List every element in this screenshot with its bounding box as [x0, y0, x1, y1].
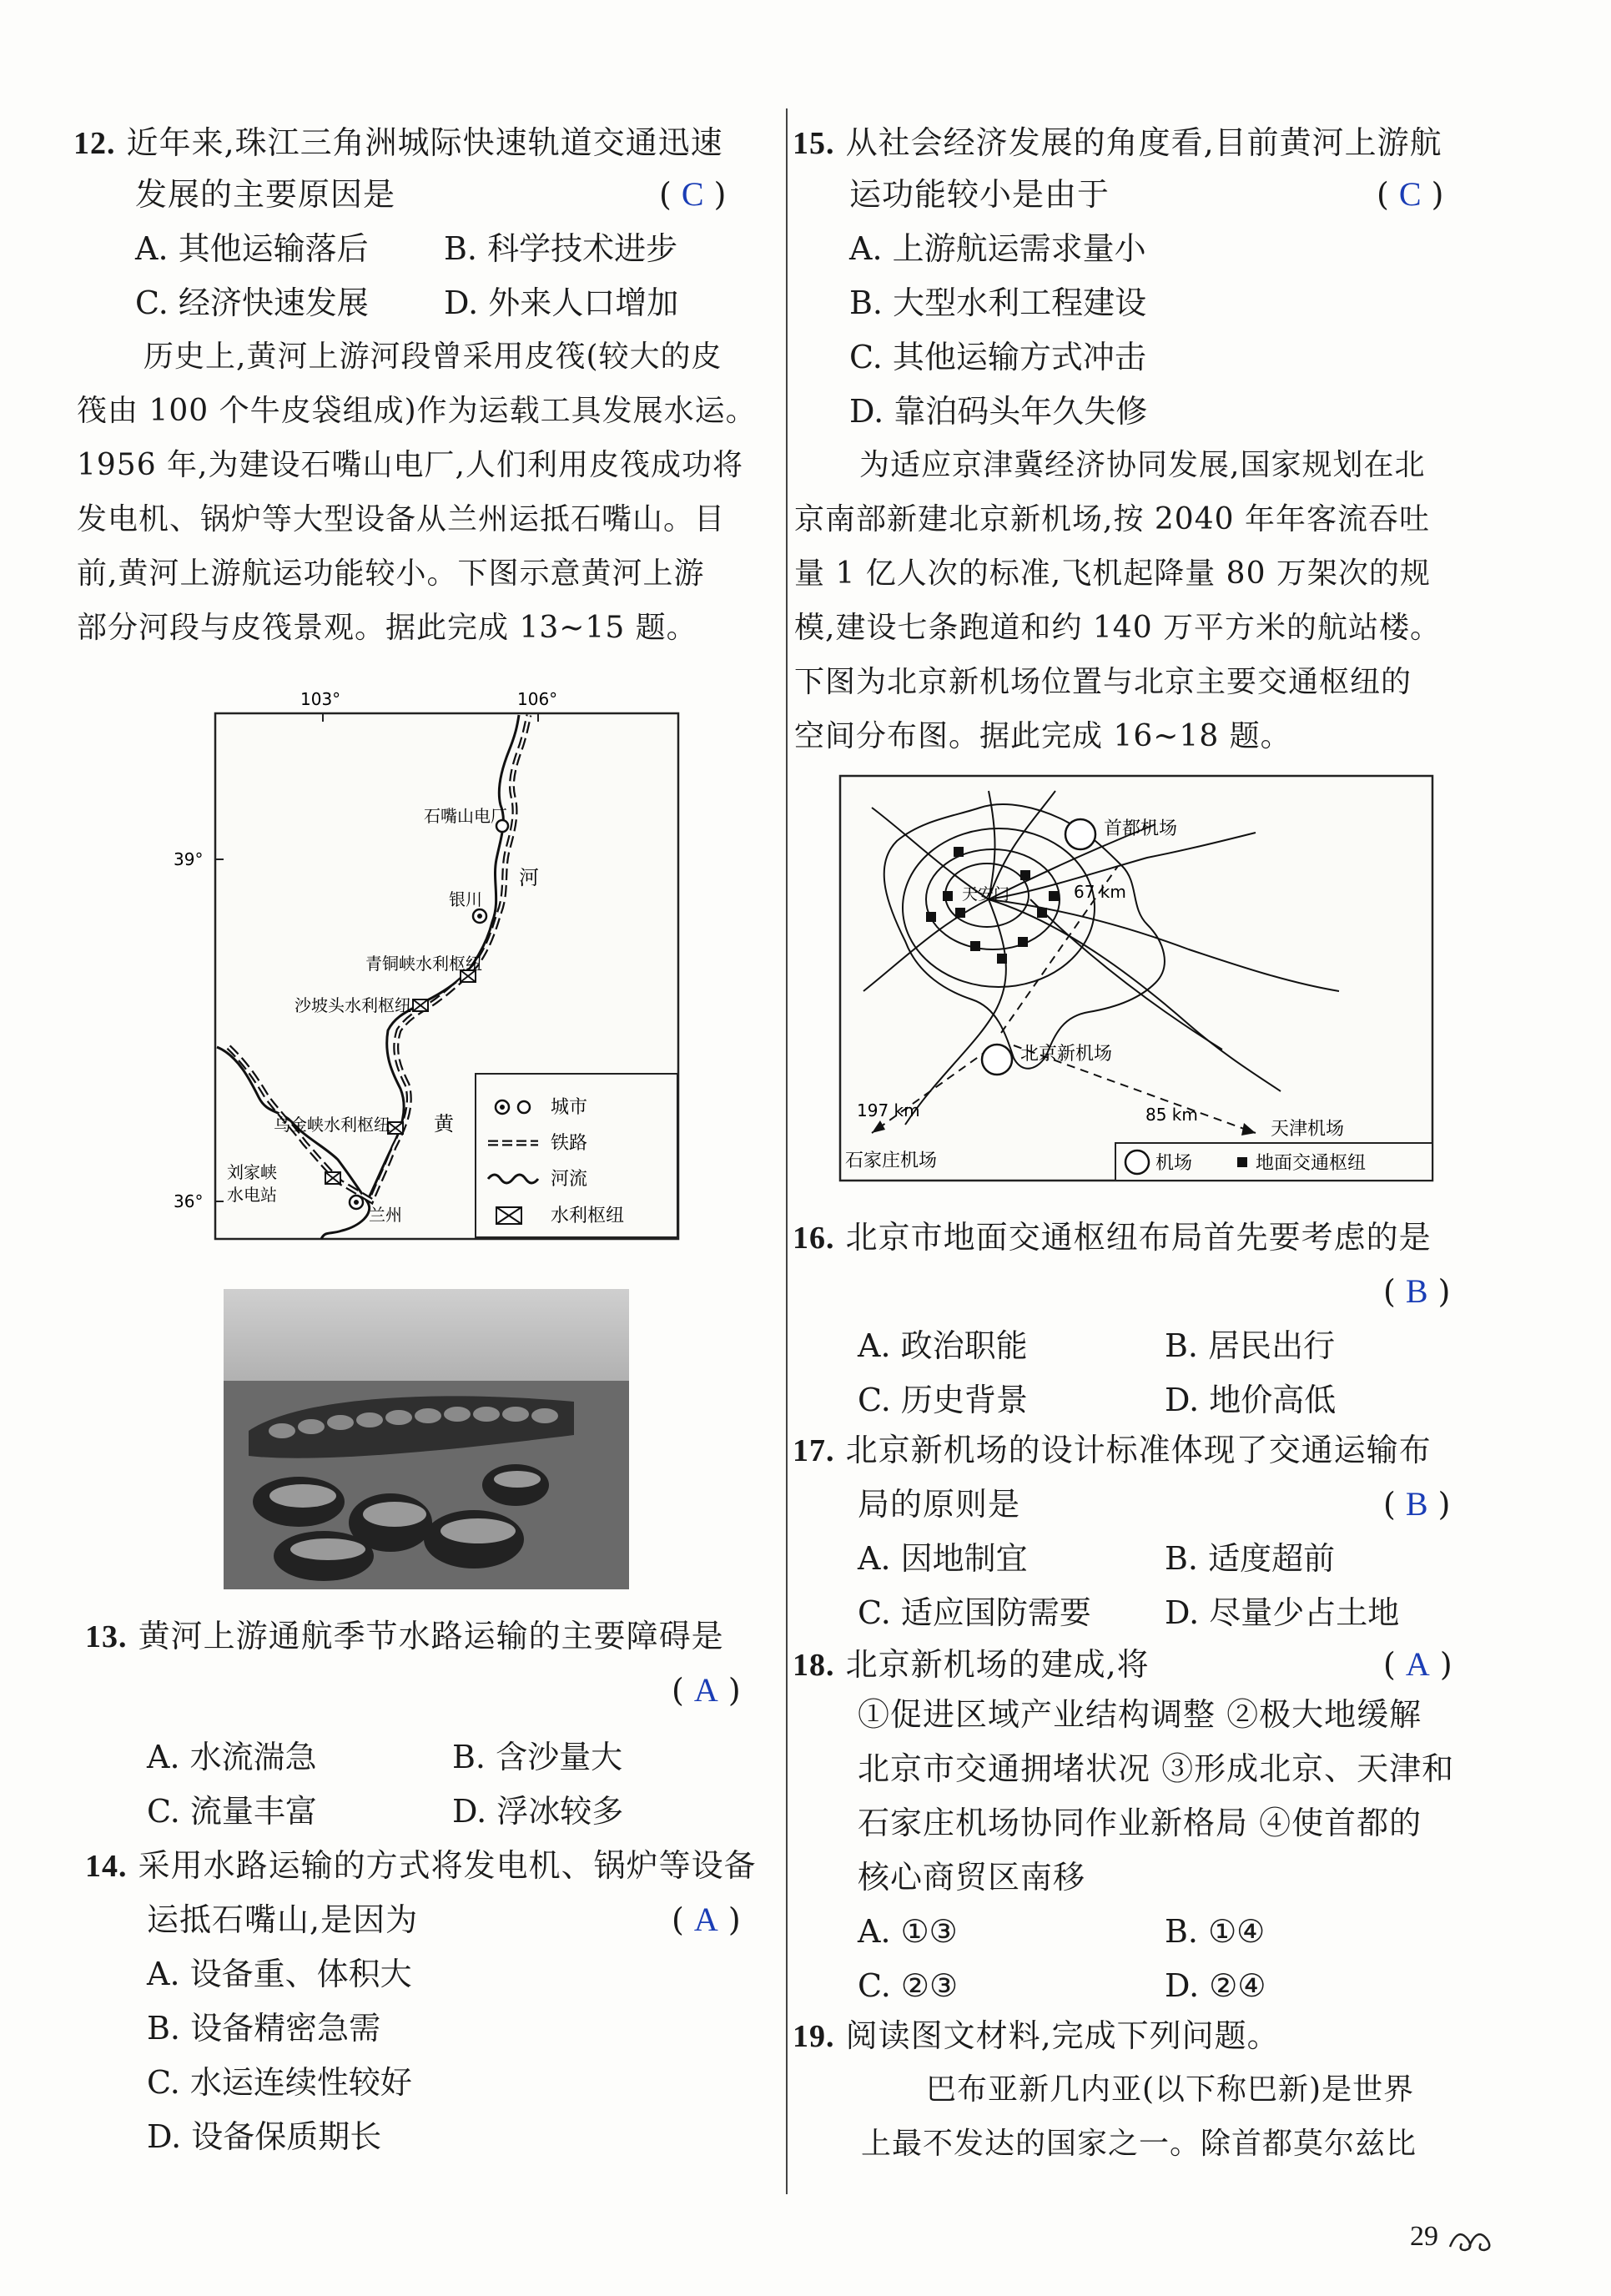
option-17-d: D. 尽量少占土地 [1165, 1594, 1400, 1631]
answer-16: B [1405, 1272, 1428, 1310]
page-number-text: 29 [1410, 2221, 1438, 2252]
question-18-statement: 核心商贸区南移 [858, 1859, 1086, 1896]
answer-13: A [693, 1671, 718, 1709]
option-16-a: A. 政治职能 [858, 1327, 1028, 1364]
passage2-line: 下图为北京新机场位置与北京主要交通枢纽的 [794, 665, 1412, 699]
answer-paren-16: ( B ) [1383, 1272, 1451, 1310]
option-13-c: C. 流量丰富 [147, 1793, 317, 1830]
question-13-line1 [85, 1617, 724, 1656]
left-column [0, 0, 780, 2296]
option-13-d: D. 浮冰较多 [452, 1793, 624, 1830]
option-12-b: B. 科学技术进步 [444, 230, 678, 267]
passage1-line: 部分河段与皮筏景观。据此完成 13~15 题。 [77, 611, 697, 645]
new-airport-marker [982, 1045, 1012, 1075]
answer-paren-15: ( C ) [1377, 175, 1444, 213]
capital-airport-marker [1065, 819, 1095, 849]
question-text: 北京新机场的建成,将 [845, 1646, 1150, 1683]
label-yinchuan: 银川 [449, 889, 482, 909]
option-18-a: A. ①③ [858, 1913, 958, 1950]
legend-rail: 铁路 [551, 1133, 588, 1154]
passage2-line: 京南部新建北京新机场,按 2040 年年客流吞吐 [794, 502, 1430, 536]
passage2-line: 空间分布图。据此完成 16~18 题。 [794, 719, 1291, 753]
option-17-a: A. 因地制宜 [858, 1540, 1028, 1577]
label-he: 河 [519, 866, 539, 889]
raft-photo [224, 1289, 629, 1589]
label-liujiaxia1: 刘家峡 [227, 1162, 277, 1182]
answer-14: A [693, 1901, 718, 1938]
question-number: 19. [793, 2019, 835, 2054]
passage2-line: 量 1 亿人次的标准,飞机起降量 80 万架次的规 [794, 556, 1431, 591]
question-15-line2: 运功能较小是由于 [849, 176, 1110, 213]
answer-paren-14: ( A ) [672, 1901, 741, 1938]
question-18-line1 [793, 1645, 1150, 1684]
label-shizuishan: 石嘴山电厂 [424, 806, 507, 826]
question-number: 12. [73, 126, 116, 161]
column-divider [786, 108, 788, 2194]
option-17-b: B. 适度超前 [1165, 1540, 1336, 1577]
raft-photo-image [224, 1289, 629, 1589]
legend-hub-icon [1237, 1157, 1247, 1167]
question-text: 从社会经济发展的角度看,目前黄河上游航 [845, 124, 1442, 161]
answer-18: A [1405, 1645, 1430, 1683]
option-14-d: D. 设备保质期长 [147, 2118, 382, 2155]
legend-city: 城市 [551, 1097, 588, 1118]
option-15-b: B. 大型水利工程建设 [849, 284, 1147, 321]
option-12-a: A. 其他运输落后 [135, 230, 369, 267]
label-67km: 67 km [1074, 882, 1126, 902]
label-capital-airport: 首都机场 [1104, 818, 1178, 839]
passage1-line: 1956 年,为建设石嘴山电厂,人们利用皮筏成功将 [77, 448, 743, 482]
option-12-c: C. 经济快速发展 [135, 284, 369, 321]
answer-12: C [681, 175, 704, 213]
lat-39-label: 39° [174, 849, 204, 869]
question-14-line1 [85, 1846, 757, 1886]
passage1-line: 历史上,黄河上游河段曾采用皮筏(较大的皮 [143, 340, 722, 374]
option-15-d: D. 靠泊码头年久失修 [849, 393, 1148, 430]
option-18-d: D. ②④ [1165, 1967, 1266, 2004]
legend-hub: 地面交通枢纽 [1256, 1153, 1367, 1174]
answer-paren-12: ( C ) [659, 175, 727, 213]
answer-paren-17: ( B ) [1383, 1485, 1451, 1523]
question-16-line1 [793, 1218, 1432, 1257]
page-number [1410, 2221, 1496, 2255]
label-qingtongxia: 青铜峡水利枢纽 [365, 954, 482, 974]
option-14-a: A. 设备重、体积大 [147, 1956, 412, 1992]
label-shapotou: 沙坡头水利枢纽 [295, 995, 411, 1015]
option-12-d: D. 外来人口增加 [444, 284, 679, 321]
question-text: 北京新机场的设计标准体现了交通运输布 [845, 1432, 1432, 1468]
question-19-paragraph: 上最不发达的国家之一。除首都莫尔兹比 [861, 2127, 1417, 2161]
question-number: 16. [793, 1221, 835, 1256]
question-19-line1 [793, 2017, 1280, 2056]
question-12-line2: 发展的主要原因是 [135, 176, 396, 213]
label-new-airport: 北京新机场 [1020, 1044, 1113, 1065]
question-number: 18. [793, 1648, 835, 1683]
option-16-c: C. 历史背景 [858, 1382, 1028, 1418]
lon-103-label: 103° [300, 689, 341, 709]
answer-paren-18: ( A ) [1383, 1645, 1452, 1683]
legend-river: 河流 [551, 1169, 588, 1190]
label-liujiaxia2: 水电站 [227, 1185, 277, 1205]
legend-dam: 水利枢纽 [551, 1206, 625, 1226]
question-number: 15. [793, 126, 835, 161]
option-14-c: C. 水运连续性较好 [147, 2064, 412, 2101]
lat-36-label: 36° [174, 1191, 204, 1211]
question-14-line2: 运抵石嘴山,是因为 [147, 1901, 419, 1938]
passage1-line: 前,黄河上游航运功能较小。下图示意黄河上游 [77, 556, 705, 591]
option-15-c: C. 其他运输方式冲击 [849, 339, 1146, 375]
question-18-statement: ①促进区域产业结构调整 ②极大地缓解 [858, 1696, 1422, 1733]
passage1-line: 筏由 100 个牛皮袋组成)作为运载工具发展水运。 [77, 394, 757, 428]
legend-airport: 机场 [1155, 1153, 1193, 1174]
question-19-paragraph: 巴布亚新几内亚(以下称巴新)是世界 [926, 2072, 1415, 2107]
question-text: 近年来,珠江三角洲城际快速轨道交通迅速 [126, 124, 723, 161]
question-18-statement: 北京市交通拥堵状况 ③形成北京、天津和 [858, 1750, 1455, 1787]
answer-17: B [1405, 1485, 1428, 1523]
option-17-c: C. 适应国防需要 [858, 1594, 1091, 1631]
question-text: 采用水路运输的方式将发电机、锅炉等设备 [138, 1847, 757, 1884]
option-13-a: A. 水流湍急 [147, 1739, 317, 1775]
beijing-airport-map [838, 774, 1439, 1183]
passage2-line: 模,建设七条跑道和约 140 万平方米的航站楼。 [794, 611, 1442, 645]
lon-106-label: 106° [517, 689, 558, 709]
label-huang: 黄 [434, 1112, 454, 1135]
option-16-d: D. 地价高低 [1165, 1382, 1337, 1418]
question-12-line1 [73, 123, 723, 163]
dam-liujiaxia [325, 1172, 340, 1184]
option-18-c: C. ②③ [858, 1967, 959, 2004]
yellow-river-map [159, 680, 692, 1247]
ornament-icon [1446, 2222, 1496, 2255]
answer-15: C [1398, 175, 1422, 213]
label-shijiazhuang: 石家庄机场 [845, 1151, 938, 1171]
question-text: 黄河上游通航季节水路运输的主要障碍是 [138, 1618, 724, 1654]
question-15-line1 [793, 123, 1442, 163]
question-17-line1 [793, 1431, 1432, 1470]
option-14-b: B. 设备精密急需 [147, 2010, 381, 2047]
label-wujinxia: 乌金峡水利枢纽 [274, 1115, 390, 1135]
question-text: 北京市地面交通枢纽布局首先要考虑的是 [845, 1219, 1432, 1256]
right-column [793, 0, 1611, 2296]
option-16-b: B. 居民出行 [1165, 1327, 1336, 1364]
question-number: 17. [793, 1433, 835, 1468]
dam-shapotou [413, 999, 428, 1011]
answer-paren-13: ( A ) [672, 1671, 741, 1709]
option-15-a: A. 上游航运需求量小 [849, 230, 1146, 267]
label-tiananmen: 天安门 [962, 885, 1010, 904]
option-13-b: B. 含沙量大 [452, 1739, 623, 1775]
label-tianjin: 天津机场 [1271, 1119, 1345, 1140]
question-18-statement: 石家庄机场协同作业新格局 ④使首都的 [858, 1805, 1422, 1841]
question-number: 13. [85, 1619, 128, 1654]
passage2-line: 为适应京津冀经济协同发展,国家规划在北 [859, 448, 1426, 482]
label-197km: 197 km [857, 1100, 920, 1120]
option-18-b: B. ①④ [1165, 1913, 1266, 1950]
label-lanzhou: 兰州 [369, 1205, 402, 1225]
legend-airport-icon [1125, 1151, 1149, 1174]
question-number: 14. [85, 1849, 128, 1884]
legend-dam-icon [496, 1207, 521, 1224]
passage1-line: 发电机、锅炉等大型设备从兰州运抵石嘴山。目 [77, 502, 726, 536]
question-17-line2: 局的原则是 [858, 1486, 1021, 1523]
label-85km: 85 km [1145, 1105, 1198, 1125]
question-text: 阅读图文材料,完成下列问题。 [845, 2017, 1280, 2054]
